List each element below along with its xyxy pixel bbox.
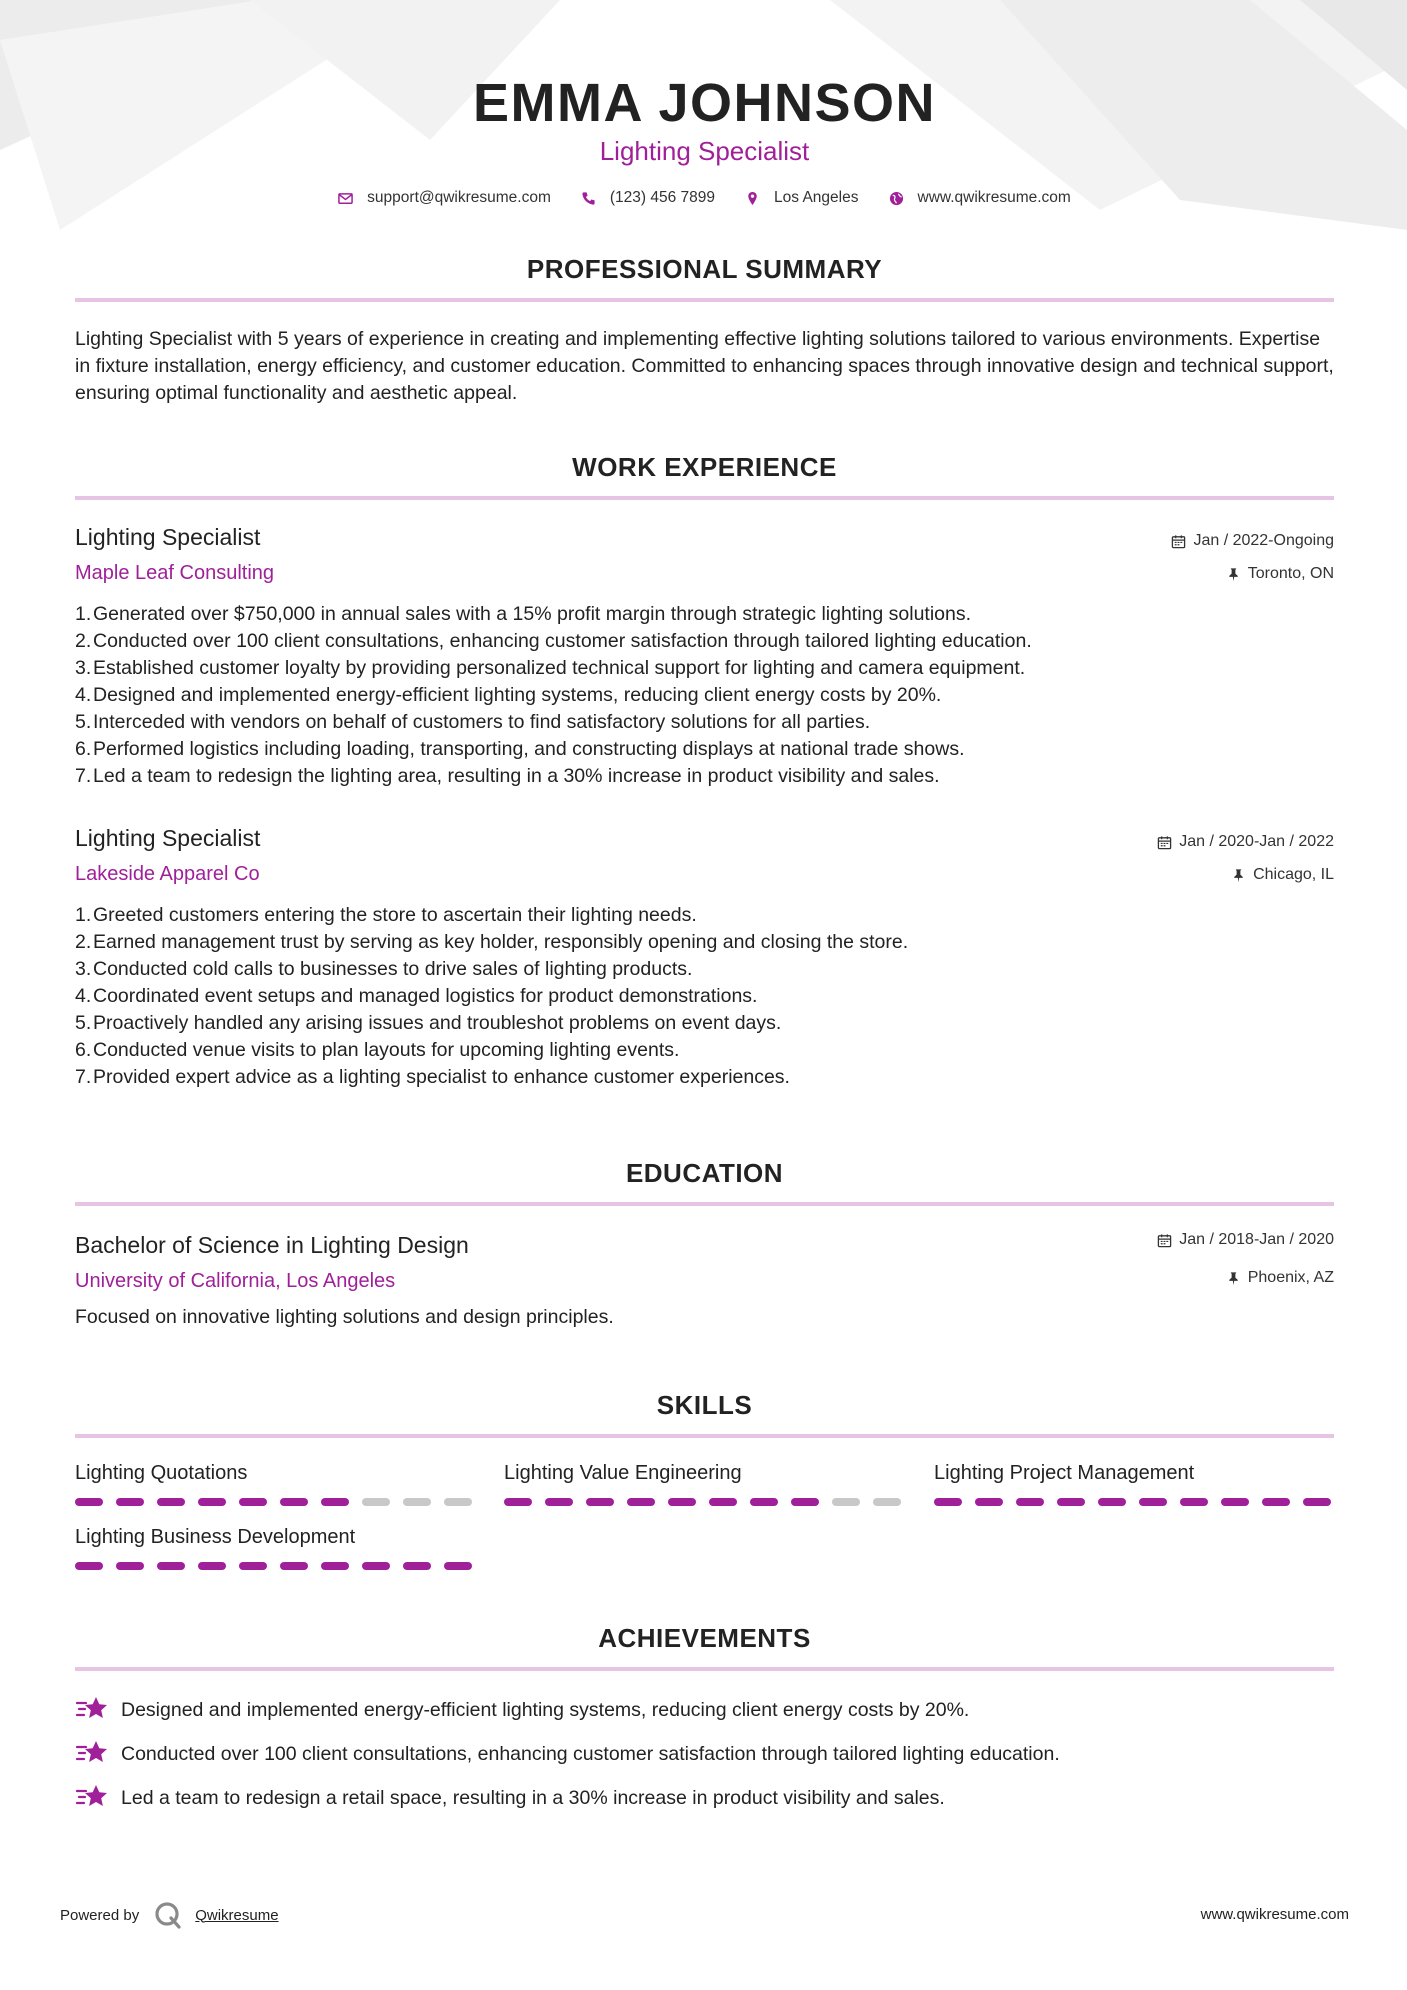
skill-item xyxy=(934,1462,1334,1506)
skills-heading: SKILLS xyxy=(656,1390,753,1420)
list-item: 7. Led a team to redesign the lighting area, resulting in a 30% increase in product visibility and sales. xyxy=(75,765,940,787)
company-name: Maple Leaf Consulting xyxy=(75,562,275,584)
job-location xyxy=(1231,866,1334,884)
star-badge-icon xyxy=(75,1694,109,1726)
list-item: 2. Earned management trust by serving as key holder, responsibly opening and closing the store. xyxy=(75,931,909,953)
job-bullets xyxy=(75,601,1334,790)
skill-name: Lighting Project Management xyxy=(934,1462,1195,1484)
experience-heading: WORK EXPERIENCE xyxy=(572,452,837,482)
skill-name: Lighting Value Engineering xyxy=(504,1462,742,1484)
education-heading: EDUCATION xyxy=(625,1158,784,1188)
achievement-text: Led a team to redesign a retail space, resulting in a 30% increase in product visibility and sales. xyxy=(121,1786,945,1809)
rating-segment-filled xyxy=(239,1498,267,1506)
rating-segment-filled xyxy=(668,1498,696,1506)
education-location-text: Phoenix, AZ xyxy=(1247,1269,1334,1286)
rating-segment-filled xyxy=(627,1498,655,1506)
skill-rating-bar xyxy=(934,1498,1334,1506)
rating-segment-filled xyxy=(280,1498,308,1506)
job-dates-text: Jan / 2022-Ongoing xyxy=(1193,532,1334,549)
rating-segment-filled xyxy=(586,1498,614,1506)
skill-item xyxy=(75,1526,475,1570)
rating-segment-filled xyxy=(1098,1498,1126,1506)
pushpin-icon xyxy=(1226,567,1241,582)
list-item: 6. Performed logistics including loading, transporting, and constructing displays at national trade shows. xyxy=(75,738,965,760)
phone-text: (123) 456 7899 xyxy=(609,189,716,206)
achievement-text: Designed and implemented energy-efficient lighting systems, reducing client energy costs by 20%. xyxy=(121,1698,970,1721)
list-item: 7. Provided expert advice as a lighting specialist to enhance customer experiences. xyxy=(75,1066,790,1088)
achievement-text: Conducted over 100 client consultations, enhancing customer satisfaction through tailored lighting education. xyxy=(121,1742,1060,1765)
candidate-name: EMMA JOHNSON xyxy=(472,73,937,133)
rating-segment-filled xyxy=(403,1562,431,1570)
list-item: 2. Conducted over 100 client consultations, enhancing customer satisfaction through tailored lighting education. xyxy=(75,630,1032,652)
phone-icon xyxy=(581,191,596,206)
summary-text: Lighting Specialist with 5 years of experience in creating and implementing effective lighting solutions tailored to various environments. Expertise in fixture installation, energy efficiency, and customer education. Committed to enhancing spaces through innovative design and technical support, ensuring optimal functionality and aesthetic appeal. xyxy=(75,328,1334,404)
rating-segment-filled xyxy=(157,1562,185,1570)
degree-name: Bachelor of Science in Lighting Design xyxy=(75,1232,469,1258)
contact-email[interactable] xyxy=(338,189,551,207)
experience-divider xyxy=(75,496,1334,500)
rating-segment-filled xyxy=(1139,1498,1167,1506)
job-location xyxy=(1226,565,1334,583)
summary-heading: PROFESSIONAL SUMMARY xyxy=(526,254,883,284)
rating-segment-filled xyxy=(545,1498,573,1506)
rating-segment-filled xyxy=(1180,1498,1208,1506)
rating-segment-filled xyxy=(1303,1498,1331,1506)
education-divider xyxy=(75,1202,1334,1206)
skill-item xyxy=(504,1462,904,1506)
envelope-icon xyxy=(338,191,353,206)
qwikresume-link[interactable]: Qwikresume xyxy=(195,1906,279,1924)
qwikresume-logo-icon xyxy=(153,1900,183,1930)
candidate-role: Lighting Specialist xyxy=(599,136,810,166)
list-item: 5. Proactively handled any arising issues and troubleshot problems on event days. xyxy=(75,1012,782,1034)
job-dates xyxy=(1157,833,1334,851)
job-location-text: Chicago, IL xyxy=(1253,866,1334,883)
rating-segment-filled xyxy=(116,1498,144,1506)
rating-segment-filled xyxy=(321,1498,349,1506)
contact-bar xyxy=(75,189,1334,207)
contact-website[interactable] xyxy=(889,189,1071,207)
rating-segment-filled xyxy=(1221,1498,1249,1506)
education-dates-text: Jan / 2018-Jan / 2020 xyxy=(1179,1231,1334,1248)
job-title: Lighting Specialist xyxy=(75,825,261,851)
rating-segment-filled xyxy=(198,1562,226,1570)
skills-divider xyxy=(75,1434,1334,1438)
list-item: 4. Coordinated event setups and managed logistics for product demonstrations. xyxy=(75,985,758,1007)
achievement-item xyxy=(75,1694,1334,1726)
skill-name: Lighting Business Development xyxy=(75,1526,356,1548)
website-text: www.qwikresume.com xyxy=(917,189,1071,206)
skill-name: Lighting Quotations xyxy=(75,1462,248,1484)
education-dates xyxy=(1157,1231,1334,1249)
list-item: 1. Generated over $750,000 in annual sales with a 15% profit margin through strategic lighting solutions. xyxy=(75,603,972,625)
list-item: 4. Designed and implemented energy-efficient lighting systems, reducing client energy costs by 20%. xyxy=(75,684,942,706)
rating-segment-empty xyxy=(444,1498,472,1506)
skill-rating-bar xyxy=(75,1562,475,1570)
location-text: Los Angeles xyxy=(774,189,859,206)
rating-segment-filled xyxy=(280,1562,308,1570)
rating-segment-filled xyxy=(444,1562,472,1570)
education-description: Focused on innovative lighting solutions and design principles. xyxy=(75,1306,614,1328)
job-bullets xyxy=(75,902,1334,1091)
rating-segment-filled xyxy=(75,1498,103,1506)
list-item: 5. Interceded with vendors on behalf of customers to find satisfactory solutions for all parties. xyxy=(75,711,871,733)
skill-rating-bar xyxy=(504,1498,904,1506)
rating-segment-filled xyxy=(116,1562,144,1570)
summary-divider xyxy=(75,298,1334,302)
skill-rating-bar xyxy=(75,1498,475,1506)
calendar-icon xyxy=(1171,534,1186,549)
rating-segment-filled xyxy=(750,1498,778,1506)
list-item: 6. Conducted venue visits to plan layouts for upcoming lighting events. xyxy=(75,1039,680,1061)
list-item: 3. Established customer loyalty by providing personalized technical support for lighting and camera equipment. xyxy=(75,657,1026,679)
star-badge-icon xyxy=(75,1738,109,1770)
education-location xyxy=(1226,1269,1334,1287)
company-name: Lakeside Apparel Co xyxy=(75,863,260,885)
job-location-text: Toronto, ON xyxy=(1247,565,1334,582)
rating-segment-filled xyxy=(198,1498,226,1506)
achievement-item xyxy=(75,1782,1334,1814)
rating-segment-filled xyxy=(362,1562,390,1570)
map-pin-icon xyxy=(745,191,760,206)
list-item: 1. Greeted customers entering the store to ascertain their lighting needs. xyxy=(75,904,697,926)
rating-segment-empty xyxy=(403,1498,431,1506)
calendar-icon xyxy=(1157,835,1172,850)
achievements-divider xyxy=(75,1667,1334,1671)
rating-segment-filled xyxy=(1016,1498,1044,1506)
rating-segment-filled xyxy=(934,1498,962,1506)
rating-segment-filled xyxy=(75,1562,103,1570)
rating-segment-filled xyxy=(709,1498,737,1506)
powered-by-label: Powered by xyxy=(60,1906,140,1924)
rating-segment-filled xyxy=(157,1498,185,1506)
job-dates-text: Jan / 2020-Jan / 2022 xyxy=(1179,833,1334,850)
rating-segment-filled xyxy=(975,1498,1003,1506)
rating-segment-filled xyxy=(504,1498,532,1506)
job-title: Lighting Specialist xyxy=(75,524,261,550)
footer-website-link[interactable]: www.qwikresume.com xyxy=(1200,1906,1349,1923)
rating-segment-filled xyxy=(791,1498,819,1506)
achievements-heading: ACHIEVEMENTS xyxy=(598,1623,811,1653)
calendar-icon xyxy=(1157,1233,1172,1248)
job-dates xyxy=(1171,532,1334,550)
pushpin-icon xyxy=(1226,1271,1241,1286)
globe-icon xyxy=(889,191,904,206)
rating-segment-filled xyxy=(1262,1498,1290,1506)
footer-powered-by xyxy=(60,1900,279,1930)
pushpin-icon xyxy=(1231,868,1246,883)
achievement-item xyxy=(75,1738,1334,1770)
skill-item xyxy=(75,1462,475,1506)
rating-segment-filled xyxy=(321,1562,349,1570)
rating-segment-empty xyxy=(362,1498,390,1506)
rating-segment-filled xyxy=(239,1562,267,1570)
rating-segment-empty xyxy=(832,1498,860,1506)
rating-segment-filled xyxy=(1057,1498,1085,1506)
contact-phone[interactable] xyxy=(581,189,715,207)
school-name: University of California, Los Angeles xyxy=(75,1270,396,1292)
email-text: support@qwikresume.com xyxy=(367,189,551,206)
rating-segment-empty xyxy=(873,1498,901,1506)
contact-location xyxy=(745,189,858,207)
list-item: 3. Conducted cold calls to businesses to drive sales of lighting products. xyxy=(75,958,693,980)
star-badge-icon xyxy=(75,1782,109,1814)
